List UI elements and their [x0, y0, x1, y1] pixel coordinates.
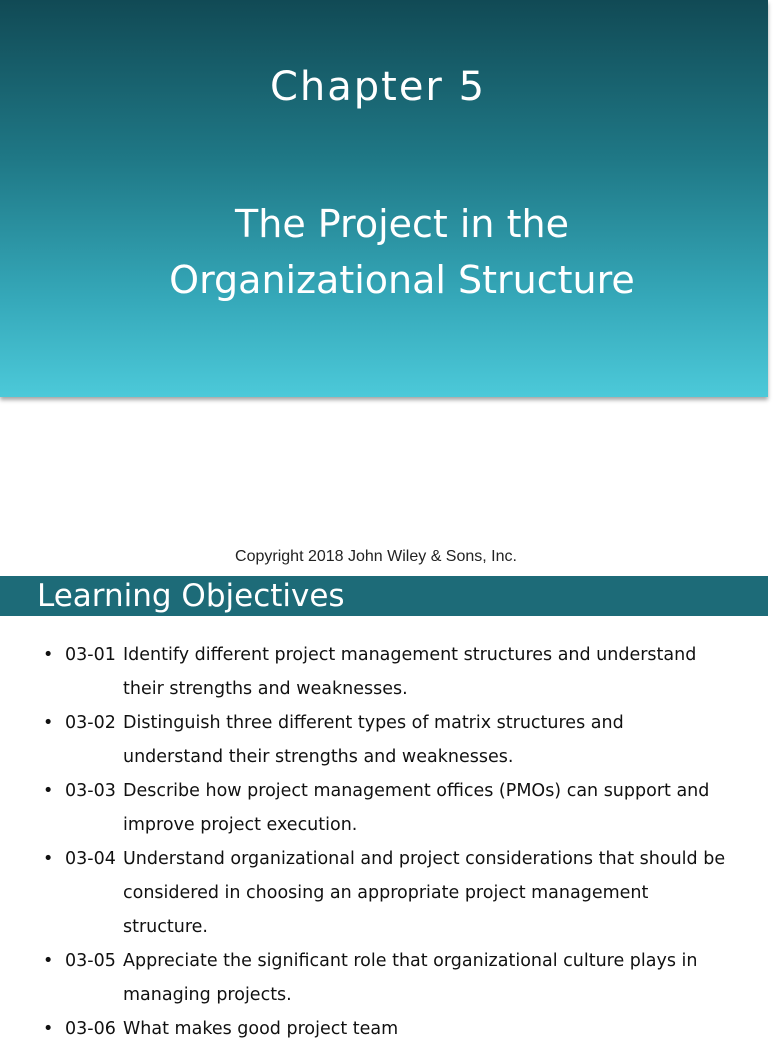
objective-code: 03-03: [65, 781, 116, 801]
objective-code: 03-01: [65, 645, 116, 665]
learning-objectives-slide: [0, 576, 768, 1039]
objective-code: 03-05: [65, 951, 116, 971]
list-item: [0, 1012, 768, 1046]
list-item: [0, 774, 768, 842]
list-item: [0, 706, 768, 774]
chapter-title-line-2: Organizational Structure: [169, 258, 635, 302]
bullet-icon: •: [43, 781, 54, 801]
bullet-icon: •: [43, 1019, 54, 1039]
chapter-title: [20, 196, 784, 308]
objective-text: Identify different project management structures and understand their strengths and weaknesses.: [123, 645, 697, 699]
list-item: [0, 944, 768, 1012]
chapter-heading: Chapter 5: [269, 64, 487, 110]
objective-text: Understand organizational and project considerations that should be considered in choosing an appropriate project management structure.: [123, 849, 726, 937]
bullet-icon: •: [43, 951, 54, 971]
objective-code: 03-06: [65, 1019, 116, 1039]
slide-heading: Learning Objectives: [37, 578, 345, 614]
bullet-icon: •: [43, 849, 54, 869]
list-item: [0, 638, 768, 706]
title-banner: [0, 0, 768, 397]
copyright-notice: Copyright 2018 John Wiley & Sons, Inc.: [235, 548, 517, 565]
objectives-list: [0, 638, 768, 1046]
objective-text: Distinguish three different types of matrix structures and understand their strengths and weaknesses.: [123, 713, 624, 767]
bullet-icon: •: [43, 713, 54, 733]
bullet-icon: •: [43, 645, 54, 665]
chapter-title-line-1: The Project in the: [235, 202, 569, 246]
objective-text: Describe how project management offices (PMOs) can support and improve project execution.: [123, 781, 710, 835]
list-item: [0, 842, 768, 944]
heading-bar: [0, 576, 768, 616]
objective-code: 03-04: [65, 849, 116, 869]
objective-code: 03-02: [65, 713, 116, 733]
objective-text: Appreciate the significant role that organizational culture plays in managing projects.: [123, 951, 698, 1005]
objective-text: What makes good project team: [123, 1019, 399, 1039]
